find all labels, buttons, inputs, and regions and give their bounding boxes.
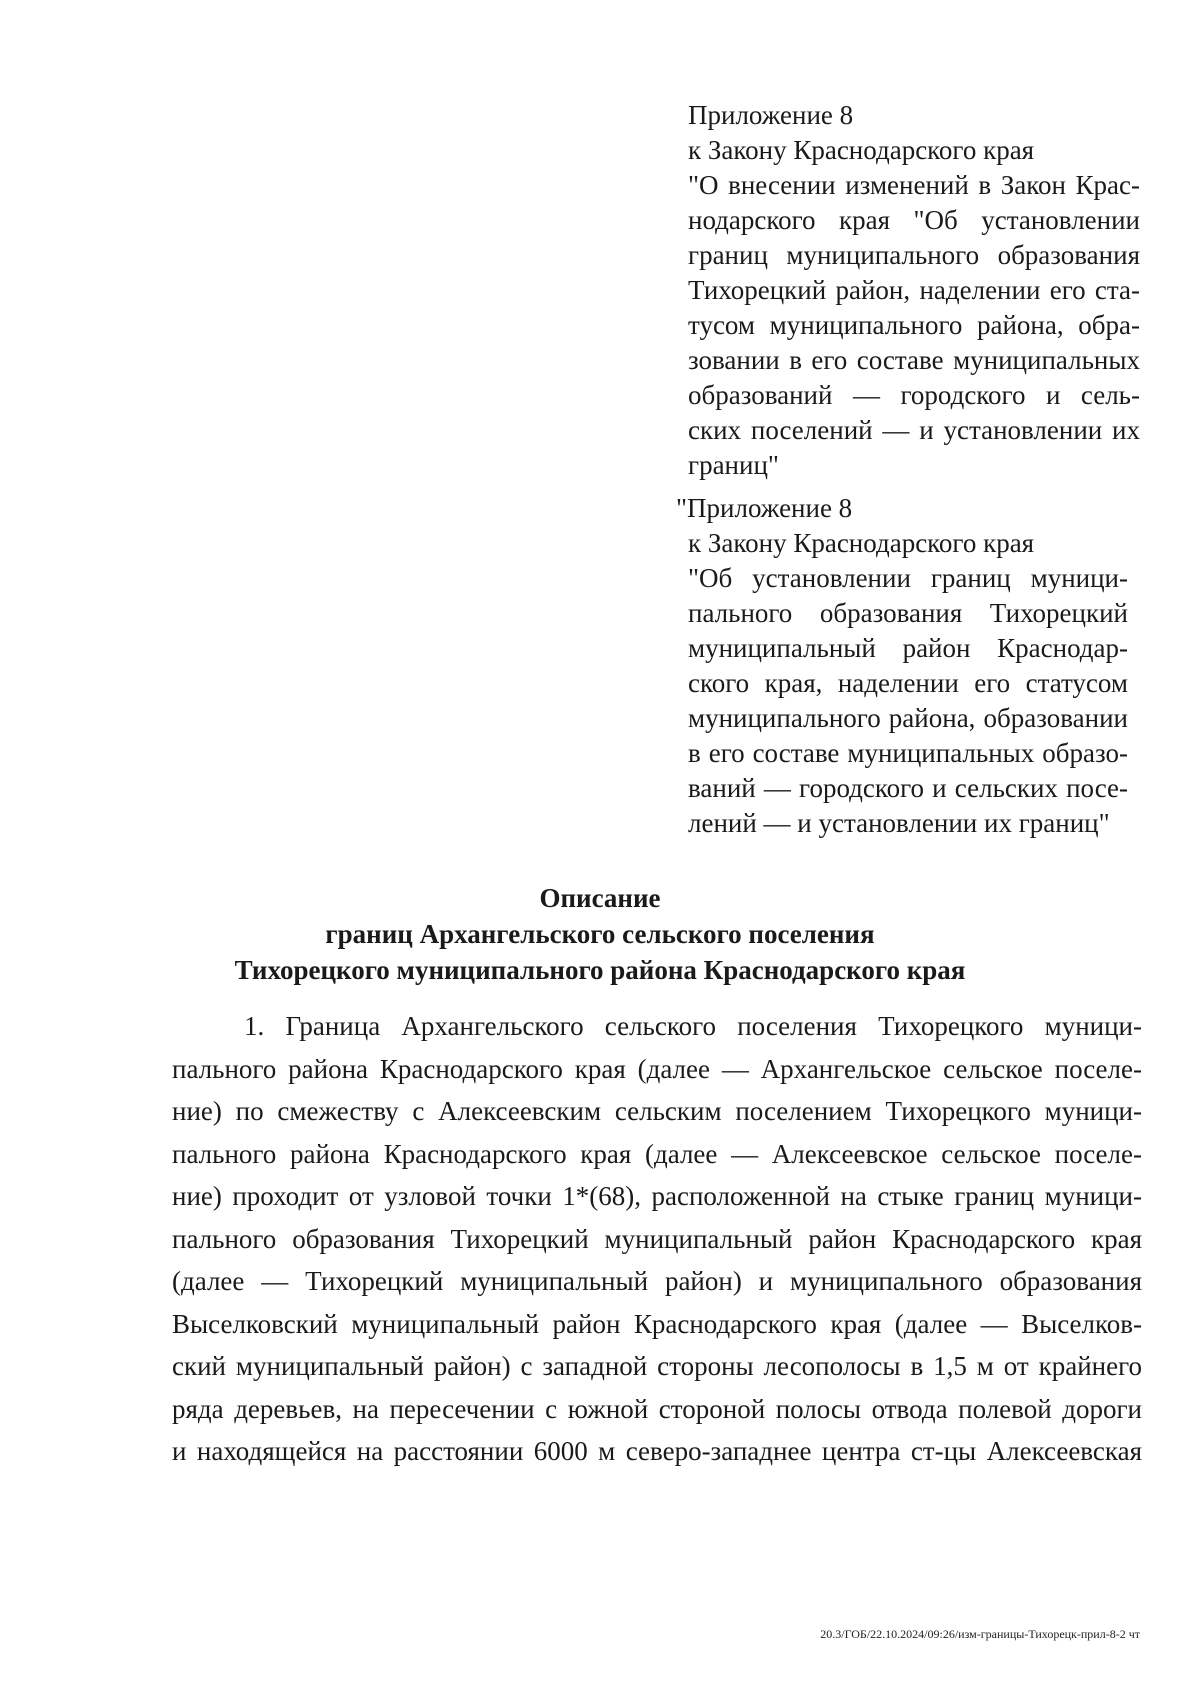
appendix-line: "Приложение 8 xyxy=(676,493,853,523)
appendix-line: ских поселений — и установлении их xyxy=(688,415,1140,445)
body-line: пального образования Тихорецкий муниципальный район Краснодарского края xyxy=(172,1223,1142,1254)
title-line: Тихорецкого муниципального района Краснодарского края xyxy=(234,955,966,985)
appendix-line: зовании в его составе муниципальных xyxy=(688,345,1140,375)
appendix-line: муниципальный район Краснодар- xyxy=(688,633,1128,663)
appendix-line: к Закону Краснодарского края xyxy=(688,135,1035,165)
body-line: Выселковский муниципальный район Краснодарского края (далее — Выселков- xyxy=(172,1308,1142,1339)
body-line: пального района Краснодарского края (далее — Алексеевское сельское поселе- xyxy=(172,1138,1142,1169)
appendix-line: "О внесении изменений в Закон Крас- xyxy=(688,170,1140,200)
title-line: Описание xyxy=(539,883,661,913)
appendix-line: муниципального района, образовании xyxy=(688,703,1128,733)
body-paragraph xyxy=(172,1005,1142,1473)
appendix-line: лений — и установлении их границ" xyxy=(688,808,1110,838)
body-line: ние) проходит от узловой точки 1*(68), расположенной на стыке границ муници- xyxy=(172,1181,1142,1211)
appendix-line: в его составе муниципальных образо- xyxy=(688,738,1128,768)
appendix-amending-law-header xyxy=(688,98,1140,483)
appendix-line: "Об установлении границ муници- xyxy=(688,563,1128,593)
body-line: ский муниципальный район) с западной стороны лесополосы в 1,5 м от крайнего xyxy=(172,1351,1142,1381)
appendix-line: образований — городского и сель- xyxy=(688,380,1140,410)
document-title xyxy=(100,880,1100,988)
body-line: и находящейся на расстоянии 6000 м северо-западнее центра ст-цы Алексеевская xyxy=(172,1436,1142,1466)
appendix-line: ского края, наделении его статусом xyxy=(688,668,1128,698)
appendix-line: к Закону Краснодарского края xyxy=(688,528,1035,558)
title-line: границ Архангельского сельского поселения xyxy=(325,919,875,949)
appendix-line: нодарского края "Об установлении xyxy=(688,205,1140,235)
appendix-original-law-header xyxy=(676,491,1128,841)
appendix-line: тусом муниципального района, обра- xyxy=(688,310,1140,340)
body-line: (далее — Тихорецкий муниципальный район) и муниципального образования xyxy=(172,1266,1142,1296)
body-line: ряда деревьев, на пересечении с южной стороной полосы отвода полевой дороги xyxy=(172,1393,1142,1424)
document-footer-code: 20.3/ГОБ/22.10.2024/09:26/изм-границы-Тихорецк-прил-8-2 чт xyxy=(820,1627,1140,1641)
appendix-line: Тихорецкий район, наделении его ста- xyxy=(688,275,1140,305)
appendix-line: пального образования Тихорецкий xyxy=(688,598,1128,628)
appendix-line: границ" xyxy=(688,450,779,480)
appendix-line: ваний — городского и сельских посе- xyxy=(688,773,1128,803)
appendix-line: границ муниципального образования xyxy=(688,240,1140,270)
appendix-line: Приложение 8 xyxy=(688,100,854,130)
body-line: ние) по смежеству с Алексеевским сельским поселением Тихорецкого муници- xyxy=(172,1096,1142,1126)
body-line: 1. Граница Архангельского сельского поселения Тихорецкого муници- xyxy=(244,1011,1142,1041)
body-line: пального района Краснодарского края (далее — Архангельское сельское поселе- xyxy=(172,1053,1142,1084)
